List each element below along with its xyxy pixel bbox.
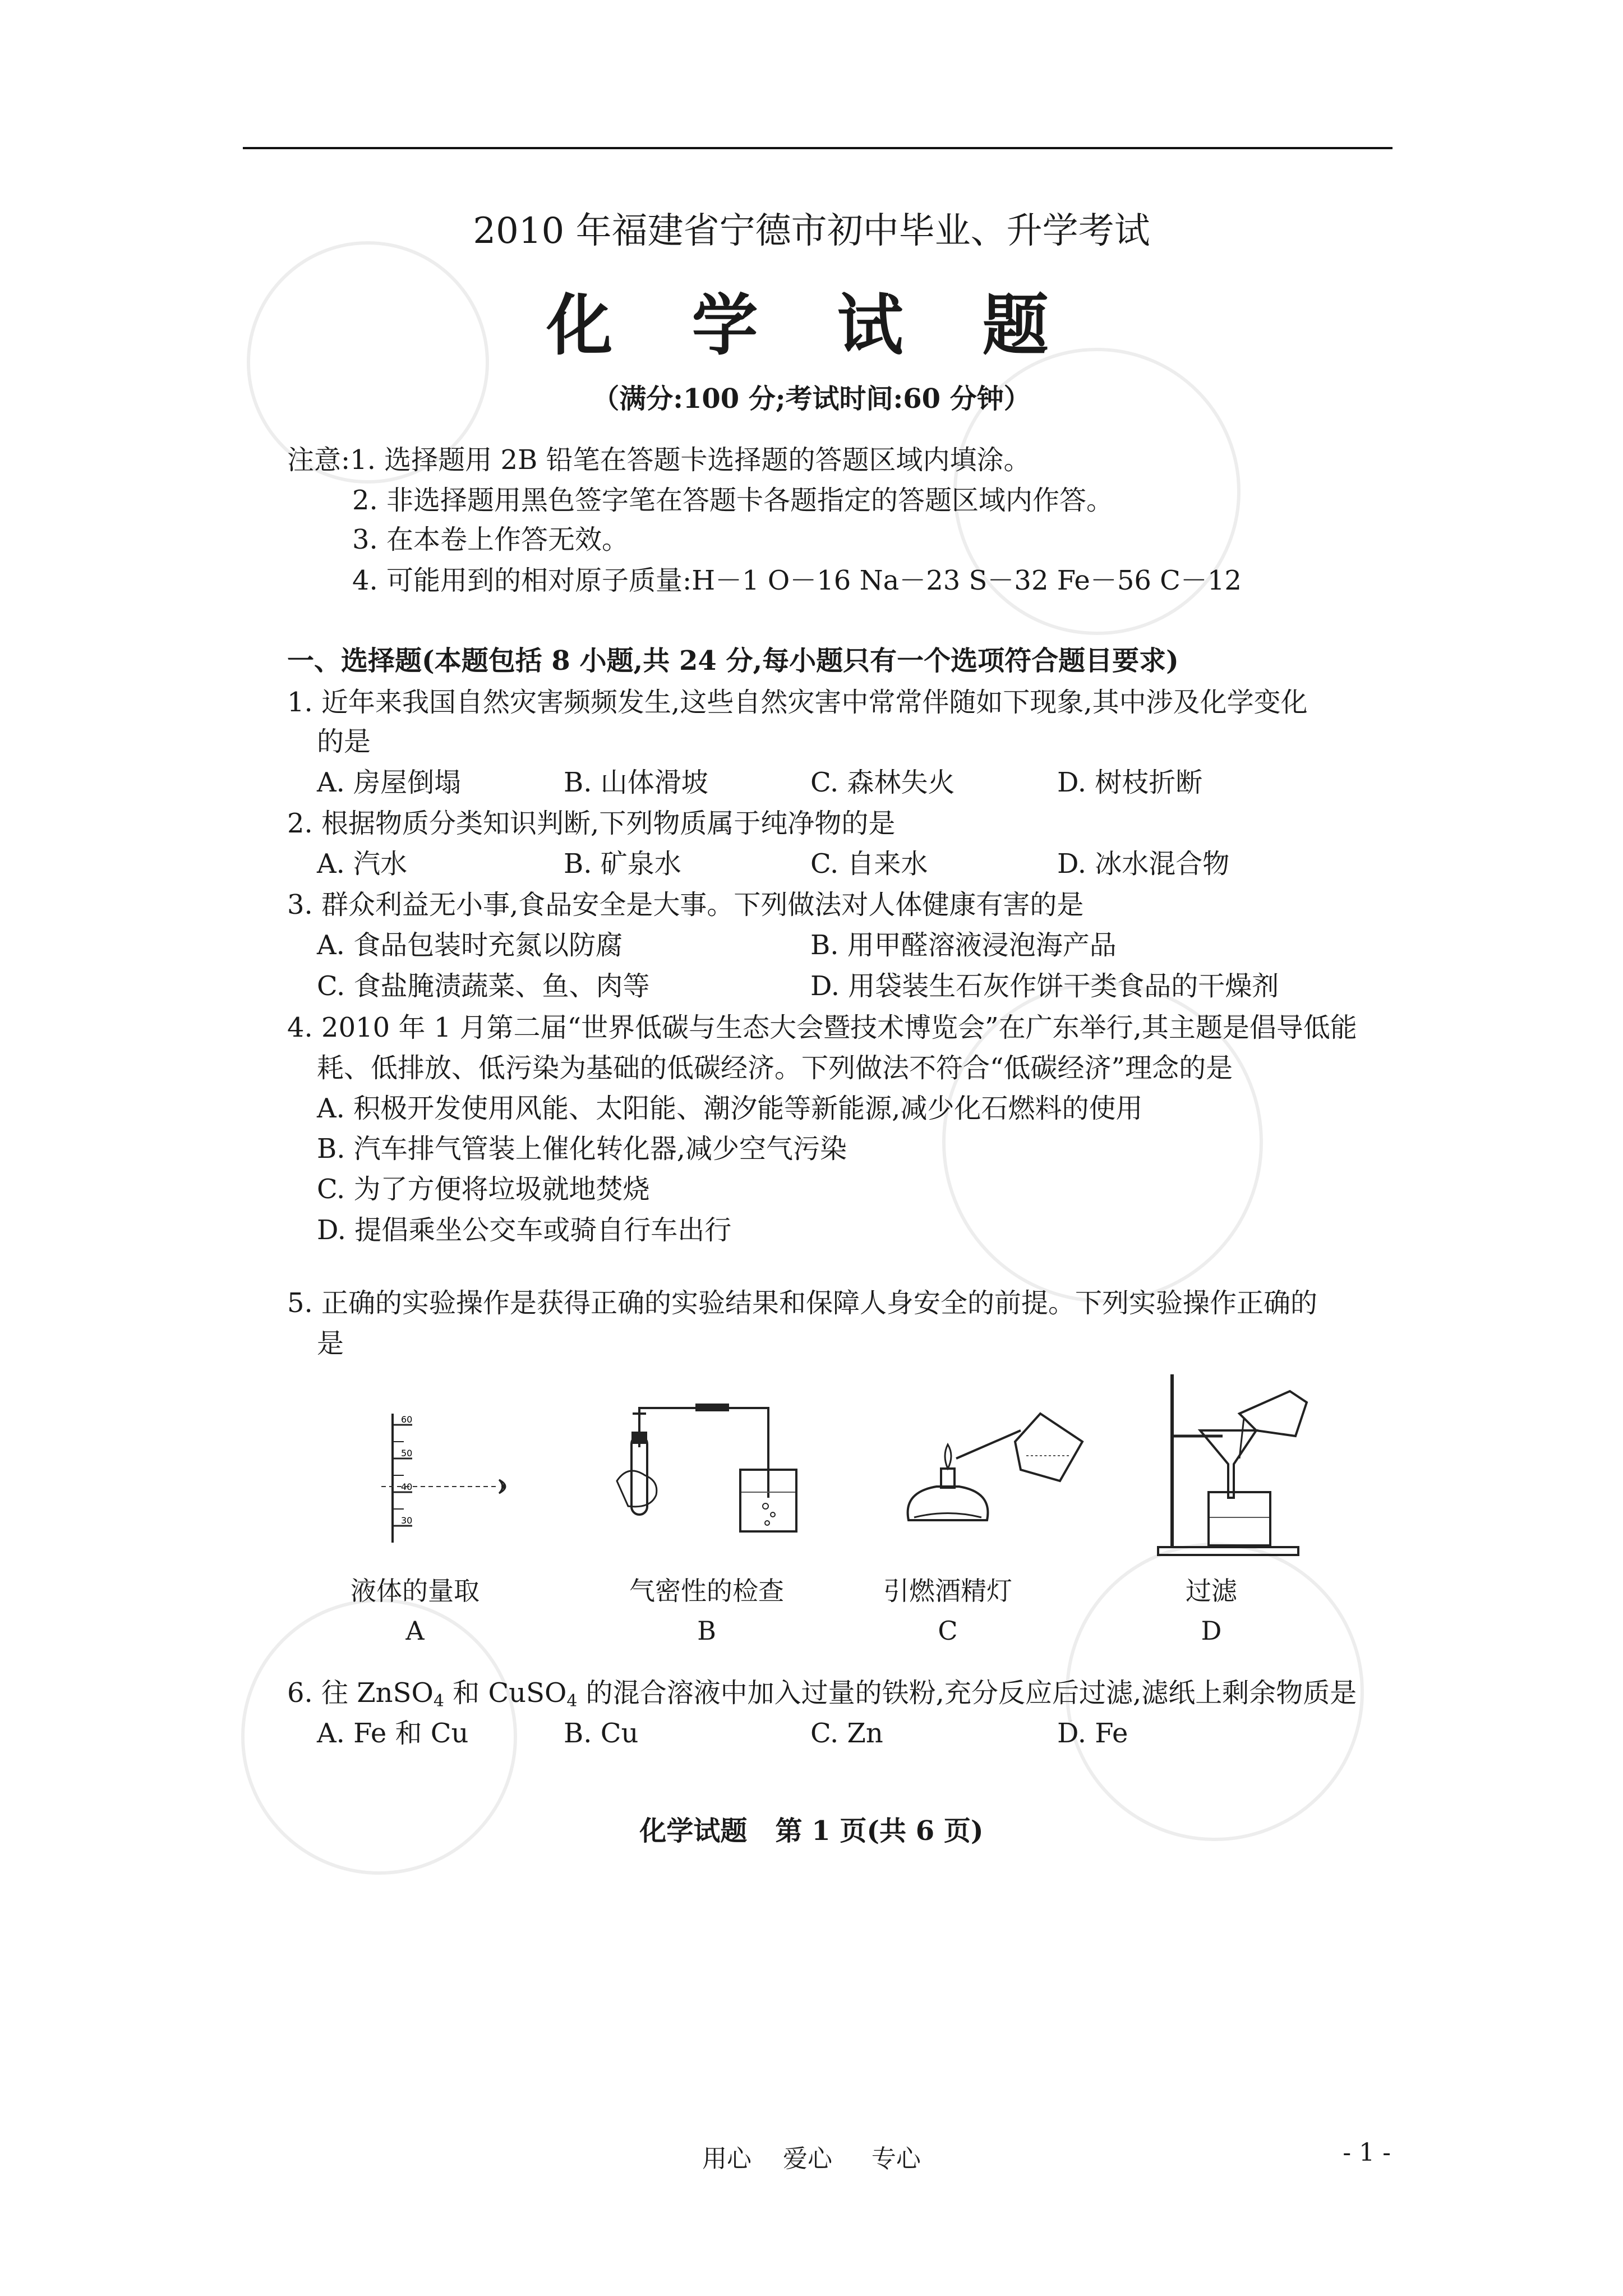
q1-option-d: D. 树枝折断: [1057, 767, 1203, 798]
note-4: 4. 可能用到的相对原子质量:H－1 O－16 Na－23 S－32 Fe－56 C－12: [352, 565, 1242, 596]
tick-label-40: 40: [401, 1481, 413, 1492]
q2-option-a: A. 汽水: [317, 848, 408, 880]
q1-option-b: B. 山体滑坡: [564, 767, 708, 798]
q4-option-c: C. 为了方便将垃圾就地焚烧: [317, 1174, 650, 1205]
header-rule: [243, 147, 1393, 149]
page-footer: 化学试题 第 1 页(共 6 页): [639, 1815, 984, 1847]
q5-stem-cont: 是: [317, 1328, 344, 1359]
figure-b-letter: B: [697, 1616, 716, 1646]
q3-stem: 3. 群众利益无小事,食品安全是大事。下列做法对人体健康有害的是: [287, 889, 1084, 921]
figure-c-alcohol-lamp: [892, 1402, 1094, 1548]
section-heading: 一、选择题(本题包括 8 小题,共 24 分,每小题只有一个选项符合题目要求): [287, 645, 1179, 677]
figure-c-letter: C: [938, 1616, 958, 1646]
q2-option-d: D. 冰水混合物: [1057, 848, 1230, 880]
tick-label-60: 60: [401, 1414, 413, 1425]
figure-b-airtightness: [606, 1397, 808, 1543]
q5-stem: 5. 正确的实验操作是获得正确的实验结果和保障人身安全的前提。下列实验操作正确的: [287, 1287, 1318, 1319]
page-title: 化 学 试 题: [546, 286, 1077, 364]
note-1: 注意:1. 选择题用 2B 铅笔在答题卡选择题的答题区域内填涂。: [287, 444, 1031, 476]
q6-option-d: D. Fe: [1057, 1718, 1128, 1749]
tick-label-30: 30: [401, 1515, 413, 1526]
q6-option-c: C. Zn: [810, 1718, 883, 1749]
q6-stem: 6. 往 ZnSO$_4$ 和 CuSO$_4$ 的混合溶液中加入过量的铁粉,充分反应后过滤,滤纸上剩余物质是: [287, 1677, 1357, 1711]
q2-option-c: C. 自来水: [810, 848, 928, 880]
footer-motto: 用心 爱心 专心: [702, 2145, 921, 2173]
tick-label-50: 50: [401, 1448, 413, 1458]
q3-option-c: C. 食盐腌渍蔬菜、鱼、肉等: [317, 970, 650, 1002]
figure-c-caption: 引燃酒精灯: [883, 1576, 1012, 1606]
note-2: 2. 非选择题用黑色签字笔在答题卡各题指定的答题区域内作答。: [352, 485, 1114, 516]
q6-option-a: A. Fe 和 Cu: [317, 1718, 469, 1749]
q4-stem-cont: 耗、低排放、低污染为基础的低碳经济。下列做法不符合“低碳经济”理念的是: [317, 1052, 1233, 1084]
q2-option-b: B. 矿泉水: [564, 848, 681, 880]
figure-d-filtration: [1150, 1369, 1318, 1559]
score-info: （满分:100 分;考试时间:60 分钟）: [592, 383, 1031, 415]
footer-page-number: - 1 -: [1343, 2138, 1391, 2167]
q3-option-a: A. 食品包装时充氮以防腐: [317, 930, 623, 961]
figure-a-letter: A: [405, 1616, 425, 1646]
q1-option-a: A. 房屋倒塌: [317, 767, 462, 798]
figure-a-cylinder: [359, 1402, 527, 1548]
figure-d-letter: D: [1201, 1616, 1222, 1646]
q4-option-d: D. 提倡乘坐公交车或骑自行车出行: [317, 1214, 732, 1246]
q3-option-d: D. 用袋装生石灰作饼干类食品的干燥剂: [810, 970, 1279, 1002]
exam-line: 2010 年福建省宁德市初中毕业、升学考试: [473, 210, 1150, 252]
q3-option-b: B. 用甲醛溶液浸泡海产品: [810, 930, 1117, 961]
note-3: 3. 在本卷上作答无效。: [352, 524, 629, 555]
q4-stem: 4. 2010 年 1 月第二届“世界低碳与生态大会暨技术博览会”在广东举行,其主题是倡导低能: [287, 1012, 1357, 1043]
q2-stem: 2. 根据物质分类知识判断,下列物质属于纯净物的是: [287, 808, 896, 839]
figure-d-caption: 过滤: [1186, 1576, 1237, 1606]
q1-stem: 1. 近年来我国自然灾害频频发生,这些自然灾害中常常伴随如下现象,其中涉及化学变化: [287, 687, 1308, 718]
figure-a-caption: 液体的量取: [351, 1576, 479, 1606]
figure-b-caption: 气密性的检查: [629, 1576, 784, 1606]
q6-option-b: B. Cu: [564, 1718, 639, 1749]
q1-stem-cont: 的是: [317, 726, 371, 757]
q4-option-b: B. 汽车排气管装上催化转化器,减少空气污染: [317, 1133, 847, 1165]
q1-option-c: C. 森林失火: [810, 767, 955, 798]
q4-option-a: A. 积极开发使用风能、太阳能、潮汐能等新能源,减少化石燃料的使用: [317, 1093, 1143, 1124]
